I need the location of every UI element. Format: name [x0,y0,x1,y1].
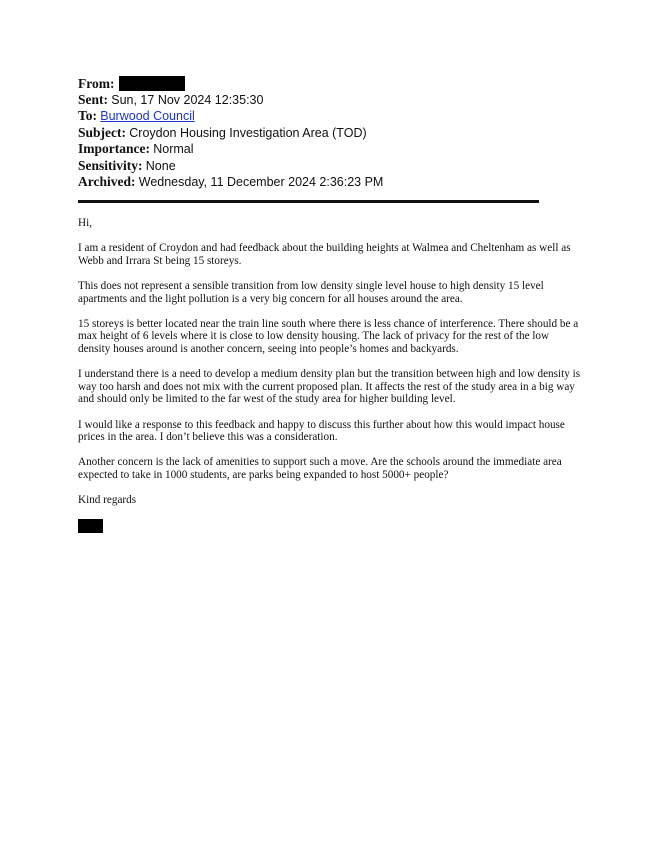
email-header [78,76,598,191]
body-paragraph: I am a resident of Croydon and had feedback about the building heights at Walmea and Cheltenham as well as Webb and Irrara St being 15 storeys. [78,242,571,267]
sent-value: Sun, 17 Nov 2024 12:35:30 [111,92,264,107]
body-paragraph: This does not represent a sensible transition from low density single level house to high density 15 level apartments and the light pollution is a very big concern for all houses around the area. [78,279,544,305]
sensitivity-value: None [145,158,176,173]
to-label: To: [78,108,98,123]
body-paragraph: Another concern is the lack of amenities to support such a move. Are the schools around the immediate area expected to take in 1000 students, are parks being expanded to host 5000+ people? [78,456,562,481]
archived-row [78,174,598,191]
email-body [78,217,583,533]
sensitivity-label: Sensitivity: [78,157,143,173]
sensitivity-row [78,158,598,175]
header-divider [78,200,539,203]
importance-value: Normal [153,142,194,156]
from-row [78,76,598,92]
body-paragraph: 15 storeys is better located near the train line south where there is less chance of interference. There should be a max height of 6 levels where it is close to low density housing. The lack of privacy for the rest of the low density houses around is another concern, seeing into people’s homes and backyards. [78,317,579,355]
sent-label: Sent: [78,91,108,107]
closing: Kind regards [78,494,137,507]
to-row [78,108,598,125]
subject-value: Croydon Housing Investigation Area (TOD) [129,125,367,140]
redacted-sender [119,76,185,91]
from-label: From: [78,76,115,91]
archived-label: Archived: [78,174,136,189]
body-paragraph: I would like a response to this feedback and happy to discuss this further about how this would impact house prices in the area. I don’t believe this was a consideration. [78,418,565,444]
importance-label: Importance: [78,141,150,156]
to-recipient-link[interactable]: Burwood Council [100,109,195,123]
archived-value: Wednesday, 11 December 2024 2:36:23 PM [138,175,384,189]
subject-row [78,125,598,142]
redacted-signature [78,519,103,533]
body-paragraph: I understand there is a need to develop a medium density plan but the transition between high and low density is way too harsh and does not mix with the current proposed plan. It affects the rest of the study area in a big way and should only be limited to the far west of the study area for higher building level. [78,368,581,406]
sent-row [78,92,598,109]
greeting: Hi, [78,217,92,229]
subject-label: Subject: [78,124,126,140]
importance-row [78,141,598,158]
